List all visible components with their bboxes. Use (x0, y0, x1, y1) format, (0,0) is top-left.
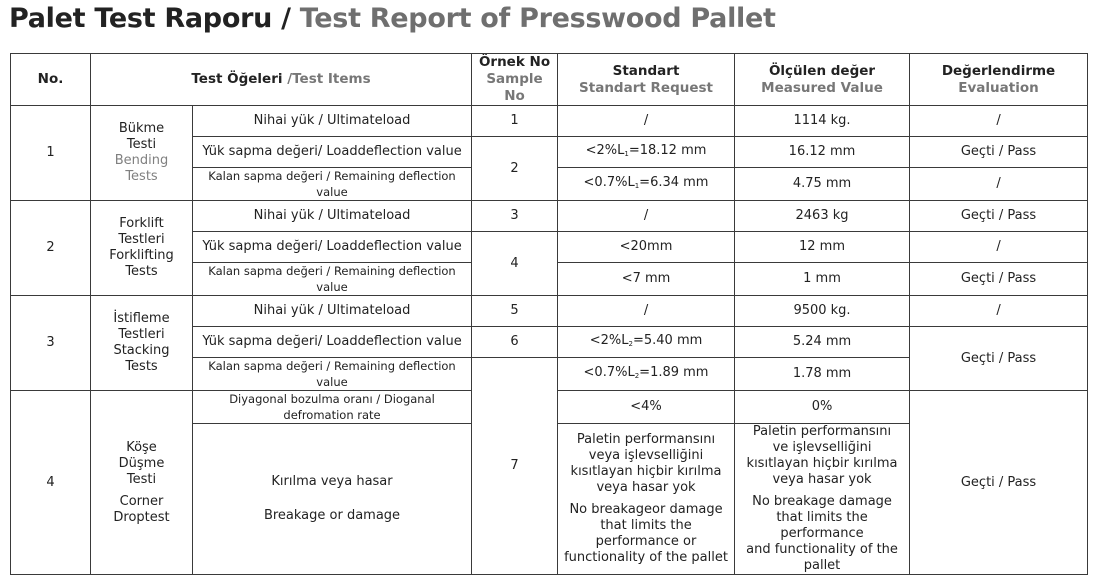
table-row (11, 201, 1088, 232)
header-measured (735, 54, 910, 106)
evaluation-value: Geçti / Pass (910, 263, 1088, 296)
standard-prefix: <0.7%L (583, 364, 635, 380)
group-name-tr: Testi (126, 471, 157, 487)
header-standard-tr: Standart (612, 62, 680, 79)
measured-text-en: No breakage damage (752, 494, 892, 509)
group-name-en: Forklifting (109, 248, 174, 263)
test-item: Kalan sapma değeri / Remaining deflection value (193, 358, 472, 391)
standard-value: / (558, 201, 735, 232)
standard-suffix: =5.40 mm (632, 332, 703, 348)
evaluation-value: / (910, 296, 1088, 327)
standard-subscript: 2 (634, 371, 640, 380)
group-name-tr: Bükme (118, 121, 165, 136)
group-name (91, 201, 193, 296)
standard-subscript: 1 (634, 181, 640, 190)
test-item: Yük sapma değeri/ Loaddeflection value (193, 232, 472, 263)
group-name-tr: Köşe (126, 439, 157, 455)
measured-value: 1 mm (735, 263, 910, 296)
sample-number: 6 (472, 327, 558, 358)
header-test-items (91, 54, 472, 106)
header-items-tr: Test Öğeleri (191, 71, 288, 87)
test-item: Nihai yük / Ultimateload (193, 296, 472, 327)
standard-suffix: =6.34 mm (639, 174, 709, 190)
group-number: 1 (11, 106, 91, 201)
header-eval-en: Evaluation (958, 79, 1039, 96)
evaluation-value: Geçti / Pass (910, 327, 1088, 391)
standard-text-tr: veya işlevselliğini (588, 448, 704, 463)
evaluation-value: / (910, 106, 1088, 137)
evaluation-value: Geçti / Pass (910, 391, 1088, 575)
test-item: Yük sapma değeri/ Loaddeflection value (193, 137, 472, 168)
header-standard (558, 54, 735, 106)
measured-value: 1114 kg. (735, 106, 910, 137)
test-report-table (10, 53, 1088, 575)
group-name-en: Tests (125, 264, 158, 279)
group-name-en: Corner (119, 493, 164, 509)
sample-number: 2 (472, 137, 558, 201)
spacer (197, 490, 467, 508)
standard-value (558, 327, 735, 358)
measured-text-tr: ve işlevselliğini (772, 440, 872, 455)
group-name-en: Tests (125, 359, 158, 374)
standard-subscript: 2 (628, 339, 633, 348)
header-standard-en: Standart Request (579, 79, 713, 96)
group-name-en: Bending (114, 153, 169, 168)
header-items-en: /Test Items (287, 71, 371, 87)
table-row (11, 106, 1088, 137)
measured-value: 0% (735, 391, 910, 424)
group-name-tr: İstifleme (113, 311, 170, 326)
standard-value (558, 424, 735, 575)
sample-number: 3 (472, 201, 558, 232)
header-no: No. (11, 54, 91, 106)
measured-value: 1.78 mm (735, 358, 910, 391)
evaluation-value: Geçti / Pass (910, 137, 1088, 168)
sample-number: 7 (472, 358, 558, 575)
group-name-en: Tests (125, 169, 158, 184)
group-number: 2 (11, 201, 91, 296)
evaluation-value: Geçti / Pass (910, 201, 1088, 232)
test-item: Nihai yük / Ultimateload (193, 201, 472, 232)
standard-prefix: <2%L (589, 332, 629, 348)
group-number: 3 (11, 296, 91, 391)
title-turkish: Palet Test Raporu / (9, 3, 300, 34)
standard-subscript: 1 (624, 149, 629, 158)
measured-value: 16.12 mm (735, 137, 910, 168)
measured-text-en: that limits the performance (776, 510, 868, 541)
group-number: 4 (11, 391, 91, 575)
group-name-tr: Testi (126, 137, 157, 152)
evaluation-value: / (910, 168, 1088, 201)
header-measured-tr: Ölçülen değer (768, 62, 876, 79)
standard-suffix: =1.89 mm (639, 364, 709, 380)
test-item-tr: Kırılma veya hasar (271, 474, 393, 489)
test-item-en: Breakage or damage (263, 508, 401, 523)
standard-value: <4% (558, 391, 735, 424)
group-name (91, 296, 193, 391)
measured-text-tr: kısıtlayan hiçbir kırılma (746, 456, 898, 471)
measured-text-tr: Paletin performansını (752, 424, 892, 439)
standard-value: / (558, 106, 735, 137)
group-name (91, 106, 193, 201)
measured-value: 4.75 mm (735, 168, 910, 201)
page-title (9, 3, 776, 34)
sample-number: 5 (472, 296, 558, 327)
standard-value (558, 168, 735, 201)
sample-number: 4 (472, 232, 558, 296)
measured-text-tr: veya hasar yok (772, 472, 872, 487)
measured-value (735, 424, 910, 575)
test-item: Nihai yük / Ultimateload (193, 106, 472, 137)
group-name-en: Stacking (113, 343, 170, 358)
title-english: Test Report of Presswood Pallet (299, 3, 776, 34)
test-item (193, 424, 472, 575)
header-evaluation (910, 54, 1088, 106)
group-name-en: Droptest (113, 509, 170, 525)
standard-suffix: =18.12 mm (628, 142, 707, 158)
standard-text-en: functionality of the pallet (564, 550, 728, 565)
group-name-tr: Forklift (119, 216, 164, 231)
header-sample-tr: Örnek No (478, 54, 551, 70)
header-sample-en: Sample No (486, 71, 543, 104)
measured-value: 9500 kg. (735, 296, 910, 327)
standard-text-tr: veya hasar yok (596, 480, 696, 495)
group-name-tr: Testleri (118, 232, 165, 247)
standard-text-en: No breakageor damage (569, 502, 723, 517)
header-row (11, 54, 1088, 106)
measured-value: 12 mm (735, 232, 910, 263)
measured-value: 2463 kg (735, 201, 910, 232)
standard-text-tr: Paletin performansını (576, 432, 716, 447)
header-eval-tr: Değerlendirme (941, 62, 1056, 79)
group-name-tr: Düşme (118, 455, 165, 471)
header-sample (472, 54, 558, 106)
measured-text-en: and functionality of the pallet (746, 542, 898, 573)
standard-value (558, 358, 735, 391)
standard-value (558, 137, 735, 168)
test-item: Diyagonal bozulma oranı / Dioganal defromation rate (193, 391, 472, 424)
standard-value: / (558, 296, 735, 327)
standard-text-en: that limits the performance or (595, 518, 697, 549)
standard-value: <7 mm (558, 263, 735, 296)
standard-prefix: <2%L (585, 142, 625, 158)
test-item: Yük sapma değeri/ Loaddeflection value (193, 327, 472, 358)
test-item: Kalan sapma değeri / Remaining deflection value (193, 168, 472, 201)
standard-text-tr: kısıtlayan hiçbir kırılma (570, 464, 722, 479)
table-row (11, 296, 1088, 327)
measured-value: 5.24 mm (735, 327, 910, 358)
test-item: Kalan sapma değeri / Remaining deflection value (193, 263, 472, 296)
group-name-tr: Testleri (118, 327, 165, 342)
sample-number: 1 (472, 106, 558, 137)
evaluation-value: / (910, 232, 1088, 263)
group-name (91, 391, 193, 575)
standard-prefix: <0.7%L (583, 174, 635, 190)
standard-value: <20mm (558, 232, 735, 263)
header-measured-en: Measured Value (761, 79, 883, 96)
